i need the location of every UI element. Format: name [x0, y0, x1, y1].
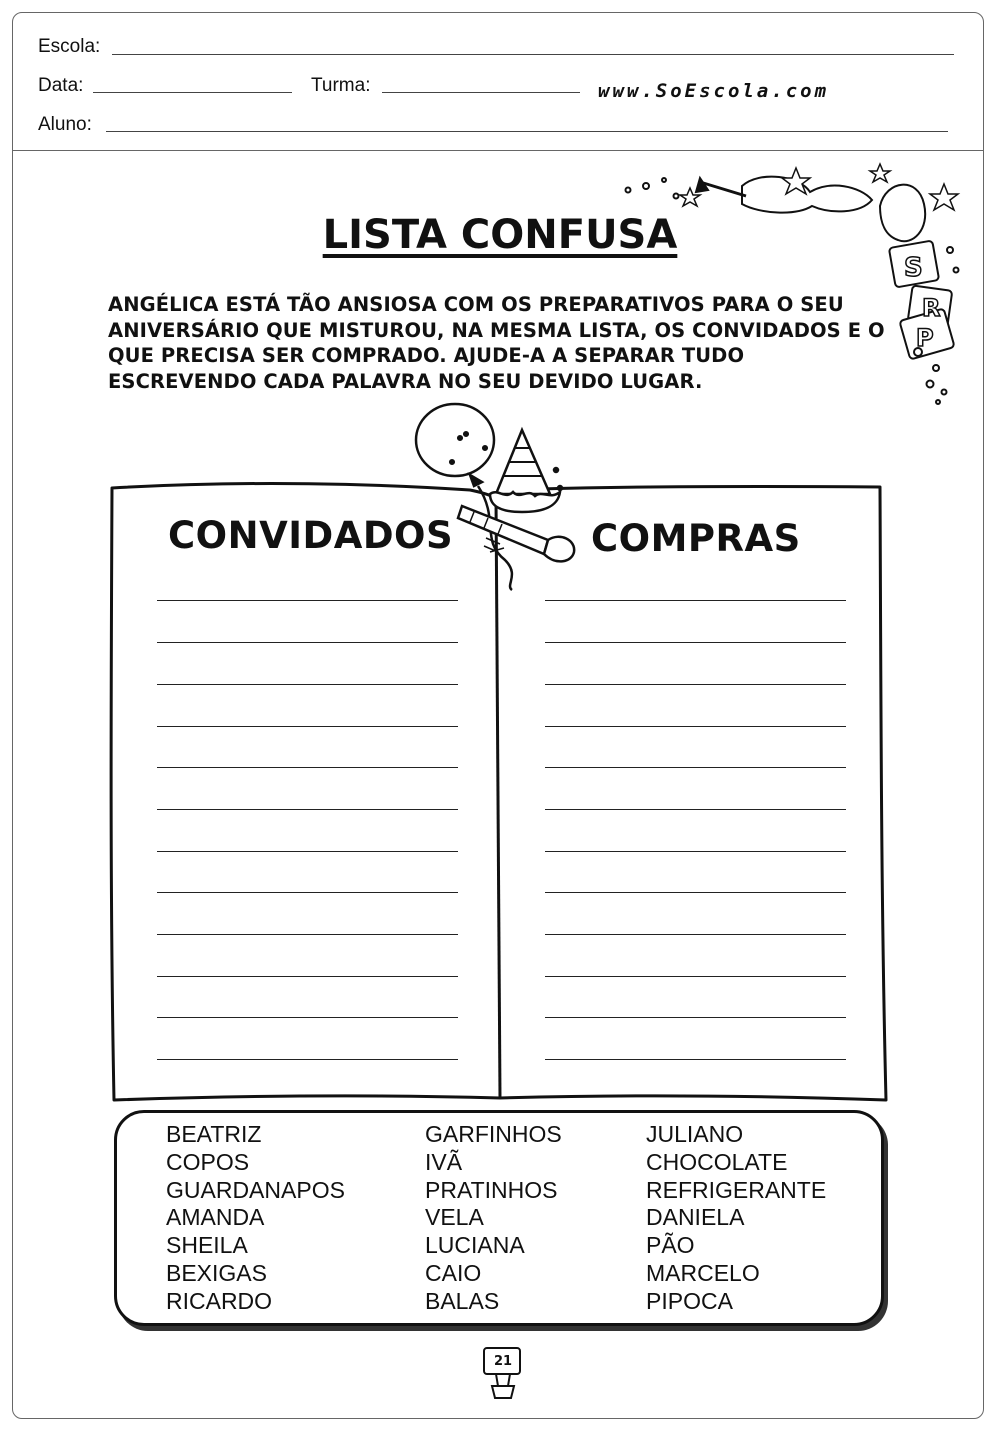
corner-decoration: [626, 164, 959, 404]
compras-line[interactable]: [545, 684, 846, 685]
word-bank-item: JULIANO: [646, 1121, 744, 1147]
convidados-line[interactable]: [157, 684, 458, 685]
word-bank-item: GARFINHOS: [425, 1121, 562, 1147]
compras-line[interactable]: [545, 1059, 846, 1060]
convidados-line[interactable]: [157, 767, 458, 768]
convidados-line[interactable]: [157, 976, 458, 977]
convidados-line[interactable]: [157, 1017, 458, 1018]
convidados-line[interactable]: [157, 934, 458, 935]
word-bank-item: CAIO: [425, 1259, 482, 1286]
decoration-letter-r: R: [922, 294, 941, 322]
word-bank-item: LUCIANA: [425, 1232, 525, 1259]
convidados-line[interactable]: [157, 642, 458, 643]
compras-line[interactable]: [545, 809, 846, 810]
instruction-line: ESCREVENDO CADA PALAVRA NO SEU DEVIDO LUGAR.: [108, 369, 703, 393]
compras-line[interactable]: [545, 976, 846, 977]
word-bank-column-3: [646, 1121, 826, 1316]
compras-line[interactable]: [545, 851, 846, 852]
word-bank-item: BEATRIZ: [166, 1121, 262, 1147]
instruction-line: ANGÉLICA ESTÁ TÃO ANSIOSA COM OS PREPARATIVOS PARA O SEU: [108, 293, 844, 316]
word-bank-item: RICARDO: [166, 1287, 273, 1314]
compras-title: COMPRAS: [591, 517, 801, 560]
word-bank-column-1: [166, 1121, 345, 1316]
word-bank-item: BEXIGAS: [166, 1259, 267, 1286]
page-number: 21: [493, 1354, 513, 1369]
word-bank-item: VELA: [425, 1204, 484, 1231]
convidados-line[interactable]: [157, 892, 458, 893]
compras-line[interactable]: [545, 767, 846, 768]
data-label: Data:: [38, 75, 84, 96]
convidados-line[interactable]: [157, 726, 458, 727]
convidados-title: CONVIDADOS: [168, 514, 454, 557]
word-bank-item: AMANDA: [166, 1204, 265, 1231]
compras-line[interactable]: [545, 1017, 846, 1018]
compras-line[interactable]: [545, 642, 846, 643]
turma-label: Turma:: [311, 75, 371, 96]
word-bank-item: PRATINHOS: [425, 1176, 558, 1203]
word-bank-item: PÃO: [646, 1232, 695, 1259]
convidados-line[interactable]: [157, 1059, 458, 1060]
decoration-letter-s: S: [904, 253, 923, 283]
escola-label: Escola:: [38, 36, 101, 57]
website-logo: www.SoEscola.com: [598, 80, 830, 102]
convidados-line[interactable]: [157, 851, 458, 852]
convidados-line[interactable]: [157, 600, 458, 601]
word-bank-item: IVÃ: [425, 1148, 463, 1175]
convidados-line[interactable]: [157, 809, 458, 810]
instruction-line: ANIVERSÁRIO QUE MISTUROU, NA MESMA LISTA, OS CONVIDADOS E O: [108, 318, 885, 342]
word-bank-item: COPOS: [166, 1148, 250, 1175]
compras-line[interactable]: [545, 726, 846, 727]
word-bank-column-2: [425, 1121, 562, 1316]
party-horn-icon: [458, 506, 574, 561]
word-bank-item: REFRIGERANTE: [646, 1176, 827, 1203]
instruction-line: QUE PRECISA SER COMPRADO. AJUDE-A A SEPARAR TUDO: [108, 344, 745, 367]
worksheet-title-text: LISTA CONFUSA: [322, 212, 678, 258]
word-bank-item: BALAS: [425, 1287, 500, 1314]
word-bank-item: DANIELA: [646, 1204, 745, 1231]
decoration-letter-p: P: [916, 324, 934, 352]
compras-line[interactable]: [545, 892, 846, 893]
word-bank-item: CHOCOLATE: [646, 1148, 788, 1175]
word-bank-item: GUARDANAPOS: [166, 1176, 345, 1203]
aluno-label: Aluno:: [38, 114, 92, 135]
word-bank-item: MARCELO: [646, 1259, 760, 1286]
party-hat-icon: [490, 430, 562, 512]
word-bank-item: SHEILA: [166, 1232, 248, 1259]
word-bank-item: PIPOCA: [646, 1287, 733, 1314]
compras-line[interactable]: [545, 600, 846, 601]
compras-line[interactable]: [545, 934, 846, 935]
book-outline: [111, 484, 886, 1100]
